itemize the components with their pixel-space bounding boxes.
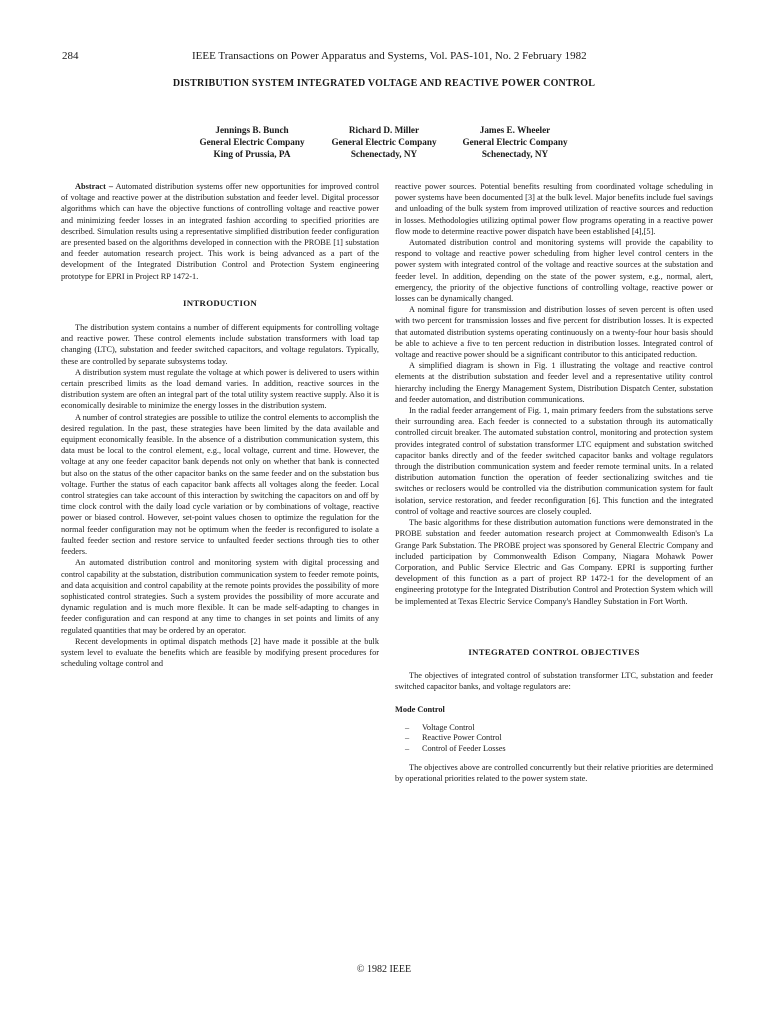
- author-location: Schenectady, NY: [350, 149, 418, 159]
- paragraph-continuation: reactive power sources. Potential benefits resulting from coordinated voltage scheduling in power systems have been documented [3] at the bulk level. Major benefits include fuel savings and unloading of the bulk system from improved utilization of reactive sources and reduction in losses. Methodologies utilizing optimal power flow programs operating in a reactive power flow mode to determine reactive power dispatch have been established [4],[5].: [395, 182, 713, 236]
- paragraph: Recent developments in optimal dispatch methods [2] have made it possible at the bulk system level to evaluate the benefits which are feasible by modifying present procedures for scheduling voltage control and: [61, 636, 379, 669]
- section-heading-introduction: INTRODUCTION: [183, 297, 257, 308]
- paragraph: The objectives of integrated control of substation transformer LTC, substation and feeder switched capacitor banks, and voltage regulators are:: [395, 670, 713, 692]
- running-header: IEEE Transactions on Power Apparatus and Systems, Vol. PAS-101, No. 2 February 1982: [192, 50, 587, 62]
- subheading-mode-control: Mode Control: [395, 705, 445, 715]
- author-location: King of Prussia, PA: [213, 149, 291, 159]
- paragraph: An automated distribution control and monitoring system with digital processing and control capability at the substation, distribution communication system to feeder remote points, and data acquisition and control capability at the remote points provides the possibility of more sophisticated control strategies. Such a system provides the possibility of more accurate and dynamic regulation and is much more flexible. It can be made self-adapting to changes in feeder configuration and can respond at any time to changes in set points and limits of any regulated quantities that may be ordered by an operator.: [61, 558, 379, 635]
- paragraph: In the radial feeder arrangement of Fig. 1, main primary feeders from the substations serve their surrounding area. Each feeder is connected to a substation through its automatically controlled circuit breaker. The automated substation control, monitoring and protection system provides integrated control of substation transformer LTC equipment and substation switched capacitor banks directly and of the feeder switched capacitor banks and voltage regulators through the distribution communication system and feeder remote terminal units. In a related distribution automation function the operation of feeder sectionalizing switches and tie switches or reclosers would be controlled via the distribution communication system for fault isolation, service restoration, and feeder reconfiguration [6]. This function and the integrated control of voltage and reactive sources are closely coupled.: [395, 406, 713, 516]
- abstract: [61, 181, 379, 282]
- paragraph: A distribution system must regulate the voltage at which power is delivered to users within certain prescribed limits as the load demand varies. In addition, reactive sources in the distribution system are often an integral part of the total utility system reactive supply. Also it is economically desirable to minimize the energy losses in the distribution system.: [61, 367, 379, 411]
- paragraph: The basic algorithms for these distribution automation functions were demonstrated in the PROBE substation and feeder automation research project at Commonwealth Edison's La Grange Park Substation. The PROBE project was sponsored by General Electric Company and included participation by Commonwealth Edison Company, Niagara Mohawk Power Corporation, and Public Service Electric and Gas Company. EPRI is supporting further development of this function as a part of project RP 1472-1 for the development of an engineering prototype for the Integrated Distribution Control and Protection System which will be implemented at Texas Electric Service Company's Handley Substation in Fort Worth.: [395, 518, 713, 606]
- left-column: [61, 181, 379, 669]
- author-location: Schenectady, NY: [481, 149, 549, 159]
- list-item: – Reactive Power Control: [405, 733, 713, 744]
- right-column: [395, 181, 713, 784]
- paragraph: Automated distribution control and monitoring systems will provide the capability to respond to voltage and reactive power scheduling from higher level control centers in the power system with integrated control of the voltage and reactive sources at the substation and feeder level. In addition, depending on the state of the power system, e.g., normal, alert, emergency, the priority of the objective functions of controlling voltage, reactive power or losses can be dynamically changed.: [395, 238, 713, 304]
- author-name: Richard D. Miller: [348, 125, 420, 135]
- paragraph: The objectives above are controlled concurrently but their relative priorities are determined by operational priorities related to the power system state.: [395, 762, 713, 784]
- page-number: 284: [62, 50, 79, 62]
- copyright-notice: © 1982 IEEE: [356, 964, 412, 975]
- paragraph: A number of control strategies are possible to utilize the control elements to accomplish the desired regulation. In the past, these strategies have been limited by the data available and equipment economically feasible. In the absence of a distribution communication system, this data must be local to the control element, e.g., local voltage, current and time. However, the voltage at any one feeder capacitor bank depends not only on whether that bank is connected but also on the status of the other capacitor banks on the same feeder and on the substation bus voltage. Further the status of each capacitor bank affects all voltages along the feeder. Local control strategies can take account of this interaction by switching the capacitors on and off by time clock control with the daily load cycle variation or by combinations of voltage, reactive power or biased control. However, set-point values chosen to optimize the regulation for the normal feeder configuration may not be optimum when the feeder is reconfigured to isolate a faulted feeder section and restore service to unfaulted feeder sections through ties to other feeders.: [61, 412, 379, 557]
- mode-control-list: [395, 723, 713, 755]
- author-affiliation: General Electric Company: [199, 137, 305, 147]
- author-name: James E. Wheeler: [479, 125, 551, 135]
- list-item: – Control of Feeder Losses: [405, 744, 713, 755]
- list-item: – Voltage Control: [405, 723, 713, 734]
- author-affiliation: General Electric Company: [331, 137, 437, 147]
- author-affiliation: General Electric Company: [462, 137, 568, 147]
- paper-title: DISTRIBUTION SYSTEM INTEGRATED VOLTAGE AND REACTIVE POWER CONTROL: [172, 78, 596, 89]
- author-name: Jennings B. Bunch: [215, 125, 289, 135]
- paragraph: A nominal figure for transmission and distribution losses of seven percent is often used with two percent for transmission losses and five percent for distribution losses. It is expected that automated distribution systems operating continuously on a twenty-four hour basis should be able to achieve a five to ten percent reduction in distribution losses. Integrated control of voltage and reactive power should be a significant contributor to this anticipated reduction.: [395, 305, 713, 360]
- section-heading-objectives: INTEGRATED CONTROL OBJECTIVES: [468, 646, 640, 657]
- abstract-text: Automated distribution systems offer new opportunities for improved control of voltage and reactive power at the distribution substation and feeder level. Digital processor algorithms which can have the objective functions of controlling voltage and reactive power and minimizing feeder losses in an integrated fashion according to specified priorities are described. Simulation results using a representative simplified distribution feeder configuration are presented based on the algorithms developed in connection with the PROBE [1] substation and feeder automation research project. This work is being advanced as a part of the development of the Integrated Distribution Control and Protection System engineering prototype for EPRI in Project RP 1472-1.: [61, 182, 379, 281]
- paragraph: The distribution system contains a number of different equipments for controlling voltage and reactive power. These control elements include substation transformers with load tap changing (LTC), substation and feeder switched capacitors, and voltage regulators. Typically, these are controlled by separate subsystems today.: [61, 323, 379, 366]
- author-block-wheeler: [430, 124, 600, 160]
- abstract-label: Abstract –: [75, 182, 113, 191]
- paragraph: A simplified diagram is shown in Fig. 1 illustrating the voltage and reactive control elements at the distribution substation and feeder level and a representative utility control hierarchy including the Energy Management System, Distribution Dispatch Center, substation and feeder automation, and distribution communications.: [395, 361, 713, 404]
